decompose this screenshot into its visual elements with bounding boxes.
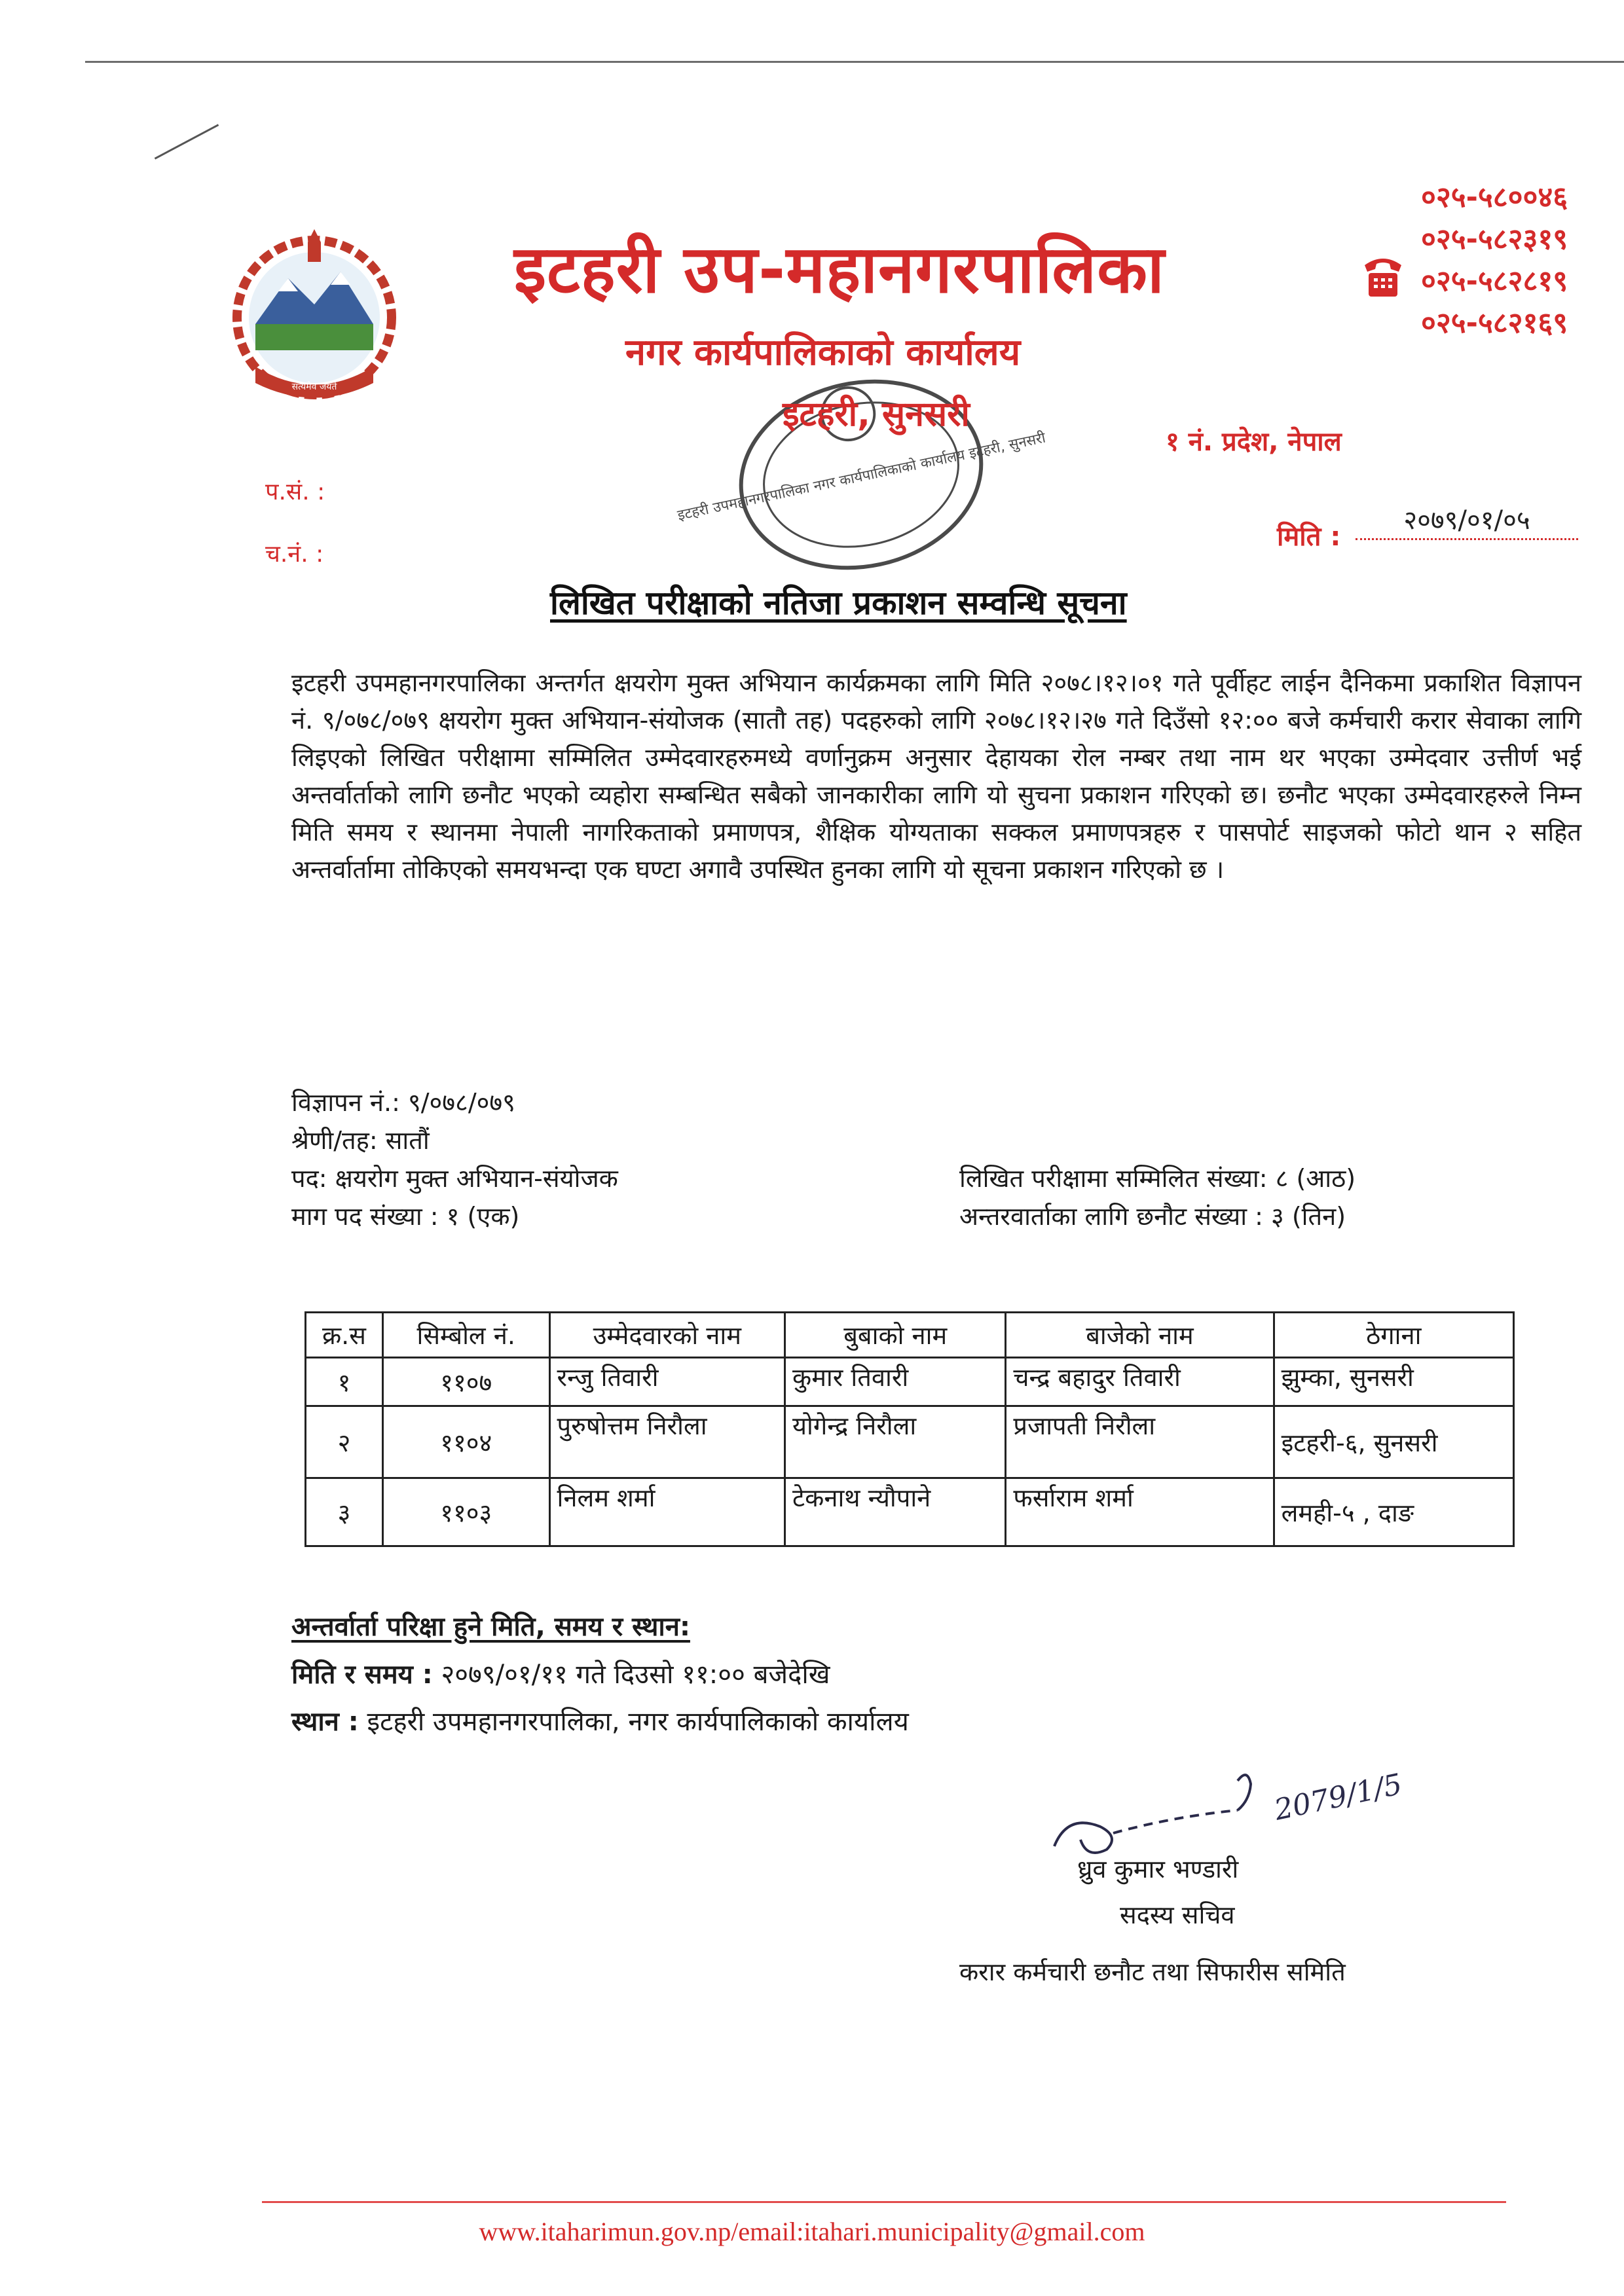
phone-number: ०२५-५८००४६ bbox=[1421, 181, 1568, 214]
footer-rule bbox=[262, 2201, 1506, 2203]
date-label: मिति : bbox=[1277, 522, 1341, 552]
level: श्रेणी/तह: सातौं bbox=[291, 1126, 430, 1155]
interview-datetime-label: मिति र समय : bbox=[291, 1660, 433, 1690]
phone-numbers bbox=[1421, 177, 1568, 344]
col-header-symbol: सिम्बोल नं. bbox=[382, 1313, 549, 1358]
pen-mark bbox=[155, 124, 219, 159]
cell-symbol: ११०३ bbox=[382, 1478, 549, 1546]
cell-sn: १ bbox=[306, 1358, 383, 1406]
cell-address: इटहरी-६, सुनसरी bbox=[1274, 1406, 1513, 1478]
col-header-grandfather: बाजेको नाम bbox=[1006, 1313, 1274, 1358]
cell-address: झुम्का, सुनसरी bbox=[1274, 1358, 1513, 1406]
ad-number: विज्ञापन नं.: ९/०७८/०७९ bbox=[291, 1088, 515, 1117]
cell-father: योगेन्द्र निरौला bbox=[785, 1406, 1006, 1478]
notice-heading: लिखित परीक्षाको नतिजा प्रकाशन सम्वन्धि सूचना bbox=[550, 584, 1127, 622]
interview-heading: अन्तर्वार्ता परिक्षा हुने मिति, समय र स्थान: bbox=[291, 1612, 690, 1642]
table-header-row bbox=[306, 1313, 1514, 1358]
nepal-emblem-icon bbox=[216, 226, 413, 409]
cell-address: लमही-५ , दाङ bbox=[1274, 1478, 1513, 1546]
committee-name: करार कर्मचारी छनौट तथा सिफारीस समिति bbox=[959, 1958, 1346, 1986]
footer-contact: www.itaharimun.gov.np/email:itahari.municipality@gmail.com bbox=[479, 2217, 1145, 2246]
phone-number: ०२५-५८२३१९ bbox=[1421, 223, 1568, 256]
signer-role: सदस्य सचिव bbox=[1120, 1901, 1235, 1929]
col-header-sn: क्र.स bbox=[306, 1313, 383, 1358]
ref-cn-label: च.नं. : bbox=[265, 541, 324, 568]
interview-place-label: स्थान : bbox=[291, 1707, 359, 1737]
signer-name: ध्रुव कुमार भण्डारी bbox=[1077, 1855, 1239, 1884]
org-district: इटहरी, सुनसरी bbox=[783, 395, 970, 434]
signature-date: 2079/1/5 bbox=[1271, 1767, 1405, 1827]
cell-sn: ३ bbox=[306, 1478, 383, 1546]
interview-datetime bbox=[291, 1655, 830, 1691]
date-value: २०७९/०१/०५ bbox=[1356, 501, 1578, 540]
ref-ps-label: प.सं. : bbox=[265, 479, 325, 505]
col-header-address: ठेगाना bbox=[1274, 1313, 1513, 1358]
interview-datetime-value: २०७९/०१/११ गते दिउसो ११:०० बजेदेखि bbox=[441, 1660, 830, 1690]
table-row bbox=[306, 1406, 1514, 1478]
province-label: १ नं. प्रदेश, नेपाल bbox=[1166, 427, 1342, 457]
cell-grandfather: प्रजापती निरौला bbox=[1006, 1406, 1274, 1478]
cell-grandfather: चन्द्र बहादुर तिवारी bbox=[1006, 1358, 1274, 1406]
participant-count: लिखित परीक्षामा सम्मिलित संख्या: ८ (आठ) bbox=[959, 1164, 1356, 1193]
stamp-text: इटहरी उपमहानगरपालिका नगर कार्यपालिकाको कार्यालय इटहरी, सुनसरी bbox=[676, 429, 1048, 524]
page-top-edge bbox=[85, 61, 1624, 63]
table-row bbox=[306, 1478, 1514, 1546]
telephone-icon bbox=[1362, 252, 1404, 299]
col-header-father: बुबाको नाम bbox=[785, 1313, 1006, 1358]
phone-number: ०२५-५८२१६९ bbox=[1421, 306, 1568, 340]
cell-symbol: ११०४ bbox=[382, 1406, 549, 1478]
cell-father: टेकनाथ न्यौपाने bbox=[785, 1478, 1006, 1546]
interview-place-value: इटहरी उपमहानगरपालिका, नगर कार्यपालिकाको कार्यालय bbox=[367, 1707, 909, 1737]
interview-place bbox=[291, 1702, 909, 1738]
emblem-caption: सत्यमेव जयते bbox=[291, 382, 337, 392]
demand-count: माग पद संख्या : १ (एक) bbox=[291, 1202, 520, 1231]
org-title: इटहरी उप-महानगरपालिका bbox=[514, 231, 1165, 308]
post: पद: क्षयरोग मुक्त अभियान-संयोजक bbox=[291, 1164, 618, 1193]
selected-candidates-table bbox=[304, 1311, 1515, 1547]
selected-count: अन्तरवार्ताका लागि छनौट संख्या : ३ (तिन) bbox=[959, 1202, 1346, 1231]
org-subtitle: नगर कार्यपालिकाको कार्यालय bbox=[625, 331, 1021, 374]
notice-body: इटहरी उपमहानगरपालिका अन्तर्गत क्षयरोग मुक्त अभियान कार्यक्रमका लागि मिति २०७८।१२।०१ गते पूर्वीहट लाईन दैनिकमा प्रकाशित विज्ञापन नं. ९/०७८/०७९ क्षयरोग मुक्त अभियान-संयोजक (सातौ तह) पदहरुको लागि २०७८।१२।२७ गते दिउँसो १२:०० बजे कर्मचारी करार सेवाका लागि लिइएको लिखित परीक्षामा सम्मिलित उम्मेदवारहरुमध्ये वर्णानुक्रम अनुसार देहायका रोल नम्बर तथा नाम थर भएका उम्मेदवार उत्तीर्ण भई अन्तर्वार्ताको लागि छनौट भएको व्यहोरा सम्बन्धित सबैको जानकारीका लागि यो सुचना प्रकाशन गरिएको छ। छनौट भएका उम्मेदवारहरुले निम्न मिति समय र स्थानमा नेपाली नागरिकताको प्रमाणपत्र, शैक्षिक योग्यताका सक्कल प्रमाणपत्रहरु र पासपोर्ट साइजको फोटो थान २ सहित अन्तर्वार्तामा तोकिएको समयभन्दा एक घण्टा अगावै उपस्थित हुनका लागि यो सूचना प्रकाशन गरिएको छ । bbox=[291, 668, 1581, 884]
cell-candidate: रन्जु तिवारी bbox=[549, 1358, 784, 1406]
col-header-candidate: उम्मेदवारको नाम bbox=[549, 1313, 784, 1358]
cell-father: कुमार तिवारी bbox=[785, 1358, 1006, 1406]
cell-grandfather: फर्साराम शर्मा bbox=[1006, 1478, 1274, 1546]
phone-number: ०२५-५८२८१९ bbox=[1421, 264, 1568, 298]
cell-candidate: निलम शर्मा bbox=[549, 1478, 784, 1546]
cell-candidate: पुरुषोत्तम निरौला bbox=[549, 1406, 784, 1478]
cell-sn: २ bbox=[306, 1406, 383, 1478]
table-row bbox=[306, 1358, 1514, 1406]
cell-symbol: ११०७ bbox=[382, 1358, 549, 1406]
